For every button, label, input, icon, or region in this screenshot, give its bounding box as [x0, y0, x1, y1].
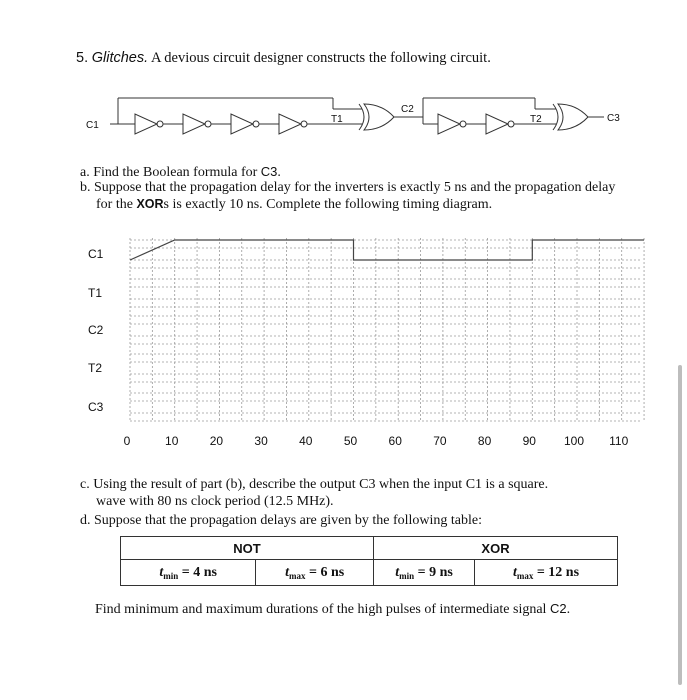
- xor-gate-2: [558, 104, 588, 130]
- t1-label: T1: [331, 114, 343, 125]
- part-a-signal: C3: [260, 164, 278, 179]
- t2-label: T2: [530, 114, 542, 125]
- not-tmin-cell: $t_{min} = 4$ ns: [121, 560, 256, 586]
- part-b-marker: b.: [80, 180, 91, 195]
- x-tick-label: 90: [522, 434, 536, 448]
- inverter-3: [231, 114, 253, 134]
- part-d: [80, 513, 482, 529]
- footer-signal: C2: [549, 601, 567, 616]
- x-tick-label: 40: [299, 434, 313, 448]
- circuit-diagram: [80, 92, 640, 152]
- vertical-scrollbar[interactable]: [678, 365, 682, 685]
- delay-table: [120, 536, 618, 586]
- part-c-text-2: wave with 80 ns clock period (12.5 MHz).: [96, 494, 334, 509]
- timing-diagram: [80, 232, 660, 457]
- xor-tmin-cell: $t_{min} = 9$ ns: [374, 560, 475, 586]
- not-header: NOT: [121, 537, 374, 560]
- problem-heading: [76, 50, 491, 67]
- part-a-end: .: [277, 165, 281, 180]
- x-tick-label: 0: [123, 434, 131, 448]
- x-tick-label: 100: [563, 434, 585, 448]
- inverter-4: [279, 114, 301, 134]
- x-tick-label: 80: [477, 434, 492, 448]
- inverter-6: [486, 114, 508, 134]
- part-c-text-1: Using the result of part (b), describe the output C3 when the input C1 is a square.: [93, 477, 549, 492]
- x-tick-label: 60: [388, 434, 402, 448]
- c2-label: C2: [401, 104, 414, 115]
- problem-statement: A devious circuit designer constructs the following circuit.: [150, 50, 491, 66]
- part-b-text-2-pre: for the: [96, 197, 133, 212]
- inverter-1: [135, 114, 157, 134]
- part-d-question: [95, 601, 570, 618]
- signal-label-c3: C3: [88, 400, 104, 414]
- delay-table-value-row: [121, 560, 618, 586]
- xor-gate-1: [364, 104, 394, 130]
- x-tick-label: 30: [254, 434, 268, 448]
- part-d-text: Suppose that the propagation delays are given by the following table:: [94, 513, 483, 528]
- x-tick-label: 20: [209, 434, 224, 448]
- problem-number: 5.: [76, 50, 89, 66]
- part-d-marker: d.: [80, 513, 91, 528]
- c1-waveform: [130, 240, 644, 260]
- x-tick-label: 50: [343, 434, 358, 448]
- part-c-marker: c.: [80, 477, 90, 492]
- not-tmax-cell: $t_{max} = 6$ ns: [256, 560, 374, 586]
- part-c-line-1: [80, 477, 548, 493]
- part-b-line-1: [80, 180, 615, 196]
- c1-label: C1: [86, 120, 99, 131]
- footer-end: .: [566, 602, 571, 617]
- signal-label-t1: T1: [88, 286, 103, 300]
- problem-topic: Glitches.: [91, 50, 149, 66]
- signal-label-c2: C2: [88, 323, 104, 337]
- part-b-xor: XOR: [136, 197, 164, 211]
- xor-header: XOR: [374, 537, 618, 560]
- part-a-text: Find the Boolean formula for: [93, 165, 258, 180]
- x-tick-label: 110: [609, 434, 629, 448]
- inverter-2: [183, 114, 205, 134]
- part-b-text-2-post: s is exactly 10 ns. Complete the following timing diagram.: [163, 197, 493, 212]
- x-tick-label: 70: [433, 434, 447, 448]
- signal-label-c1: C1: [88, 247, 104, 261]
- part-b-line-2: [96, 197, 492, 213]
- footer-text: Find minimum and maximum durations of the high pulses of intermediate signal: [95, 602, 547, 617]
- part-a: [80, 164, 281, 181]
- inverter-5: [438, 114, 460, 134]
- c3-label: C3: [607, 113, 620, 124]
- x-tick-label: 10: [165, 434, 179, 448]
- part-b-text-1: Suppose that the propagation delay for the inverters is exactly 5 ns and the propagation delay: [94, 180, 616, 195]
- xor-tmax-cell: $t_{max} = 12$ ns: [475, 560, 618, 586]
- delay-table-header-row: [121, 537, 618, 560]
- signal-label-t2: T2: [88, 361, 103, 375]
- part-a-marker: a.: [80, 165, 90, 180]
- part-c-line-2: [96, 494, 334, 510]
